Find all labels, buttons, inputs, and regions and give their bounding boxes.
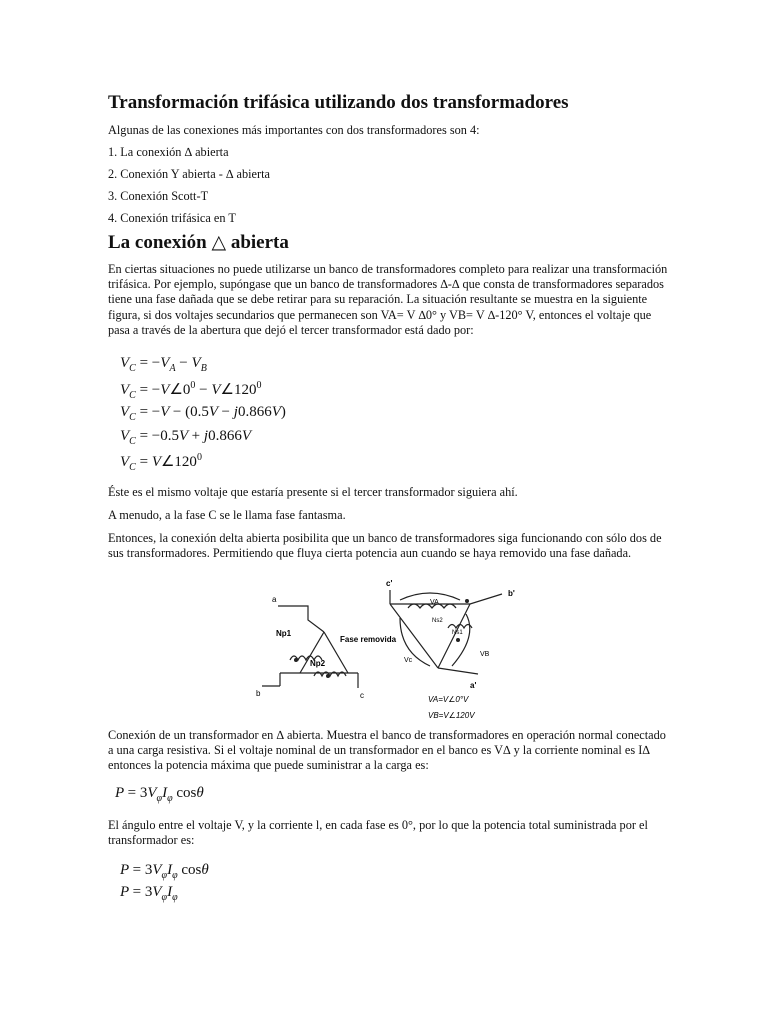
label-c: c bbox=[360, 691, 364, 700]
list-item-2: 2. Conexión Y abierta - ∆ abierta bbox=[108, 167, 270, 181]
label-b: b bbox=[256, 689, 261, 698]
paragraph-max-power: Conexión de un transformador en ∆ abierta. Muestra el banco de transformadores en operación normal conectado a una carga resistiva. Si el voltaje nominal de un transformador en el banco es V∆ y la corriente nominal es I∆ entonces la potencia máxima que puede suministrar a la carga es: bbox=[108, 728, 666, 773]
label-b-prime: b' bbox=[508, 589, 515, 598]
equation-4: $V_C = -0.5V + j0.866V$ bbox=[120, 428, 251, 447]
intro-text: Algunas de las conexiones más importantes con dos transformadores son 4: bbox=[108, 123, 480, 137]
paragraph-total-power: El ángulo entre el voltaje V, y la corriente l, en cada fase es 0°, por lo que la potencia total suministrada por el transformador es: bbox=[108, 818, 648, 848]
list-item-4: 4. Conexión trifásica en T bbox=[108, 211, 236, 225]
paragraph-open-delta-operation: Entonces, la conexión delta abierta posibilita que un banco de transformadores siga funcionando con sólo dos de sus transformadores. Permitiendo que fluya cierta potencia aun cuando se haya removido una fase dañada. bbox=[108, 531, 662, 561]
label-a-prime: a' bbox=[470, 681, 477, 690]
label-vb: VB bbox=[480, 651, 490, 658]
paragraph-same-voltage: Éste es el mismo voltaje que estaría presente si el tercer transformador siguiera ahí. bbox=[108, 485, 518, 499]
paragraph-intro-open-delta: En ciertas situaciones no puede utilizarse un banco de transformadores completo para realizar una transformación trifásica. Por ejemplo, supóngase que un banco de transformadores ∆-∆ que consta de transformadores separados tiene una fase dañada que se debe retirar para su reparación. La situación resultante se muestra en la siguiente figura, si dos voltajes secundarios que permanecen son VA= V ∆0° y VB= V ∆-120° V, entonces el voltaje que pasa a través de la abertura que dejó el tercer transformador está dado por: bbox=[108, 262, 668, 337]
label-fase-removida: Fase removida bbox=[340, 635, 397, 644]
equation-1: $V_C = -V_A - V_B$ bbox=[120, 355, 207, 374]
section-title: La conexión △ abierta bbox=[108, 232, 289, 253]
label-va: VA bbox=[430, 599, 439, 606]
label-np2: Np2 bbox=[310, 659, 326, 668]
paragraph-phantom-phase: A menudo, a la fase C se le llama fase fantasma. bbox=[108, 508, 346, 522]
label-a: a bbox=[272, 595, 277, 604]
label-va-equation: VA=V∠0°V bbox=[428, 695, 469, 704]
list-item-1: 1. La conexión ∆ abierta bbox=[108, 145, 229, 159]
label-ns1: Ns1 bbox=[452, 630, 463, 636]
equation-power-1: $P = 3V_\varphi I_\varphi$ cosθ bbox=[115, 785, 204, 804]
open-delta-figure bbox=[240, 578, 530, 726]
label-vc: Vc bbox=[404, 657, 413, 664]
label-ns2: Ns2 bbox=[432, 618, 443, 624]
list-item-3: 3. Conexión Scott-T bbox=[108, 189, 209, 203]
equation-3: $V_C = -V - (0.5V - j0.866V)$ bbox=[120, 404, 286, 423]
equation-power-2: $P = 3V_\varphi I_\varphi$ cosθ bbox=[120, 862, 209, 881]
label-np1: Np1 bbox=[276, 629, 292, 638]
page-title: Transformación trifásica utilizando dos transformadores bbox=[108, 92, 569, 113]
equation-power-3: $P = 3V_\varphi I_\varphi$ bbox=[120, 884, 178, 903]
equation-2: $V_C$ = $-V\angle 0^0$ − $V\angle 120^0$ bbox=[120, 380, 262, 401]
equation-5: $V_C$ = $V\angle 120^0$ bbox=[120, 452, 202, 473]
label-c-prime: c' bbox=[386, 579, 393, 588]
label-vb-equation: VB=V∠120V bbox=[428, 711, 475, 720]
